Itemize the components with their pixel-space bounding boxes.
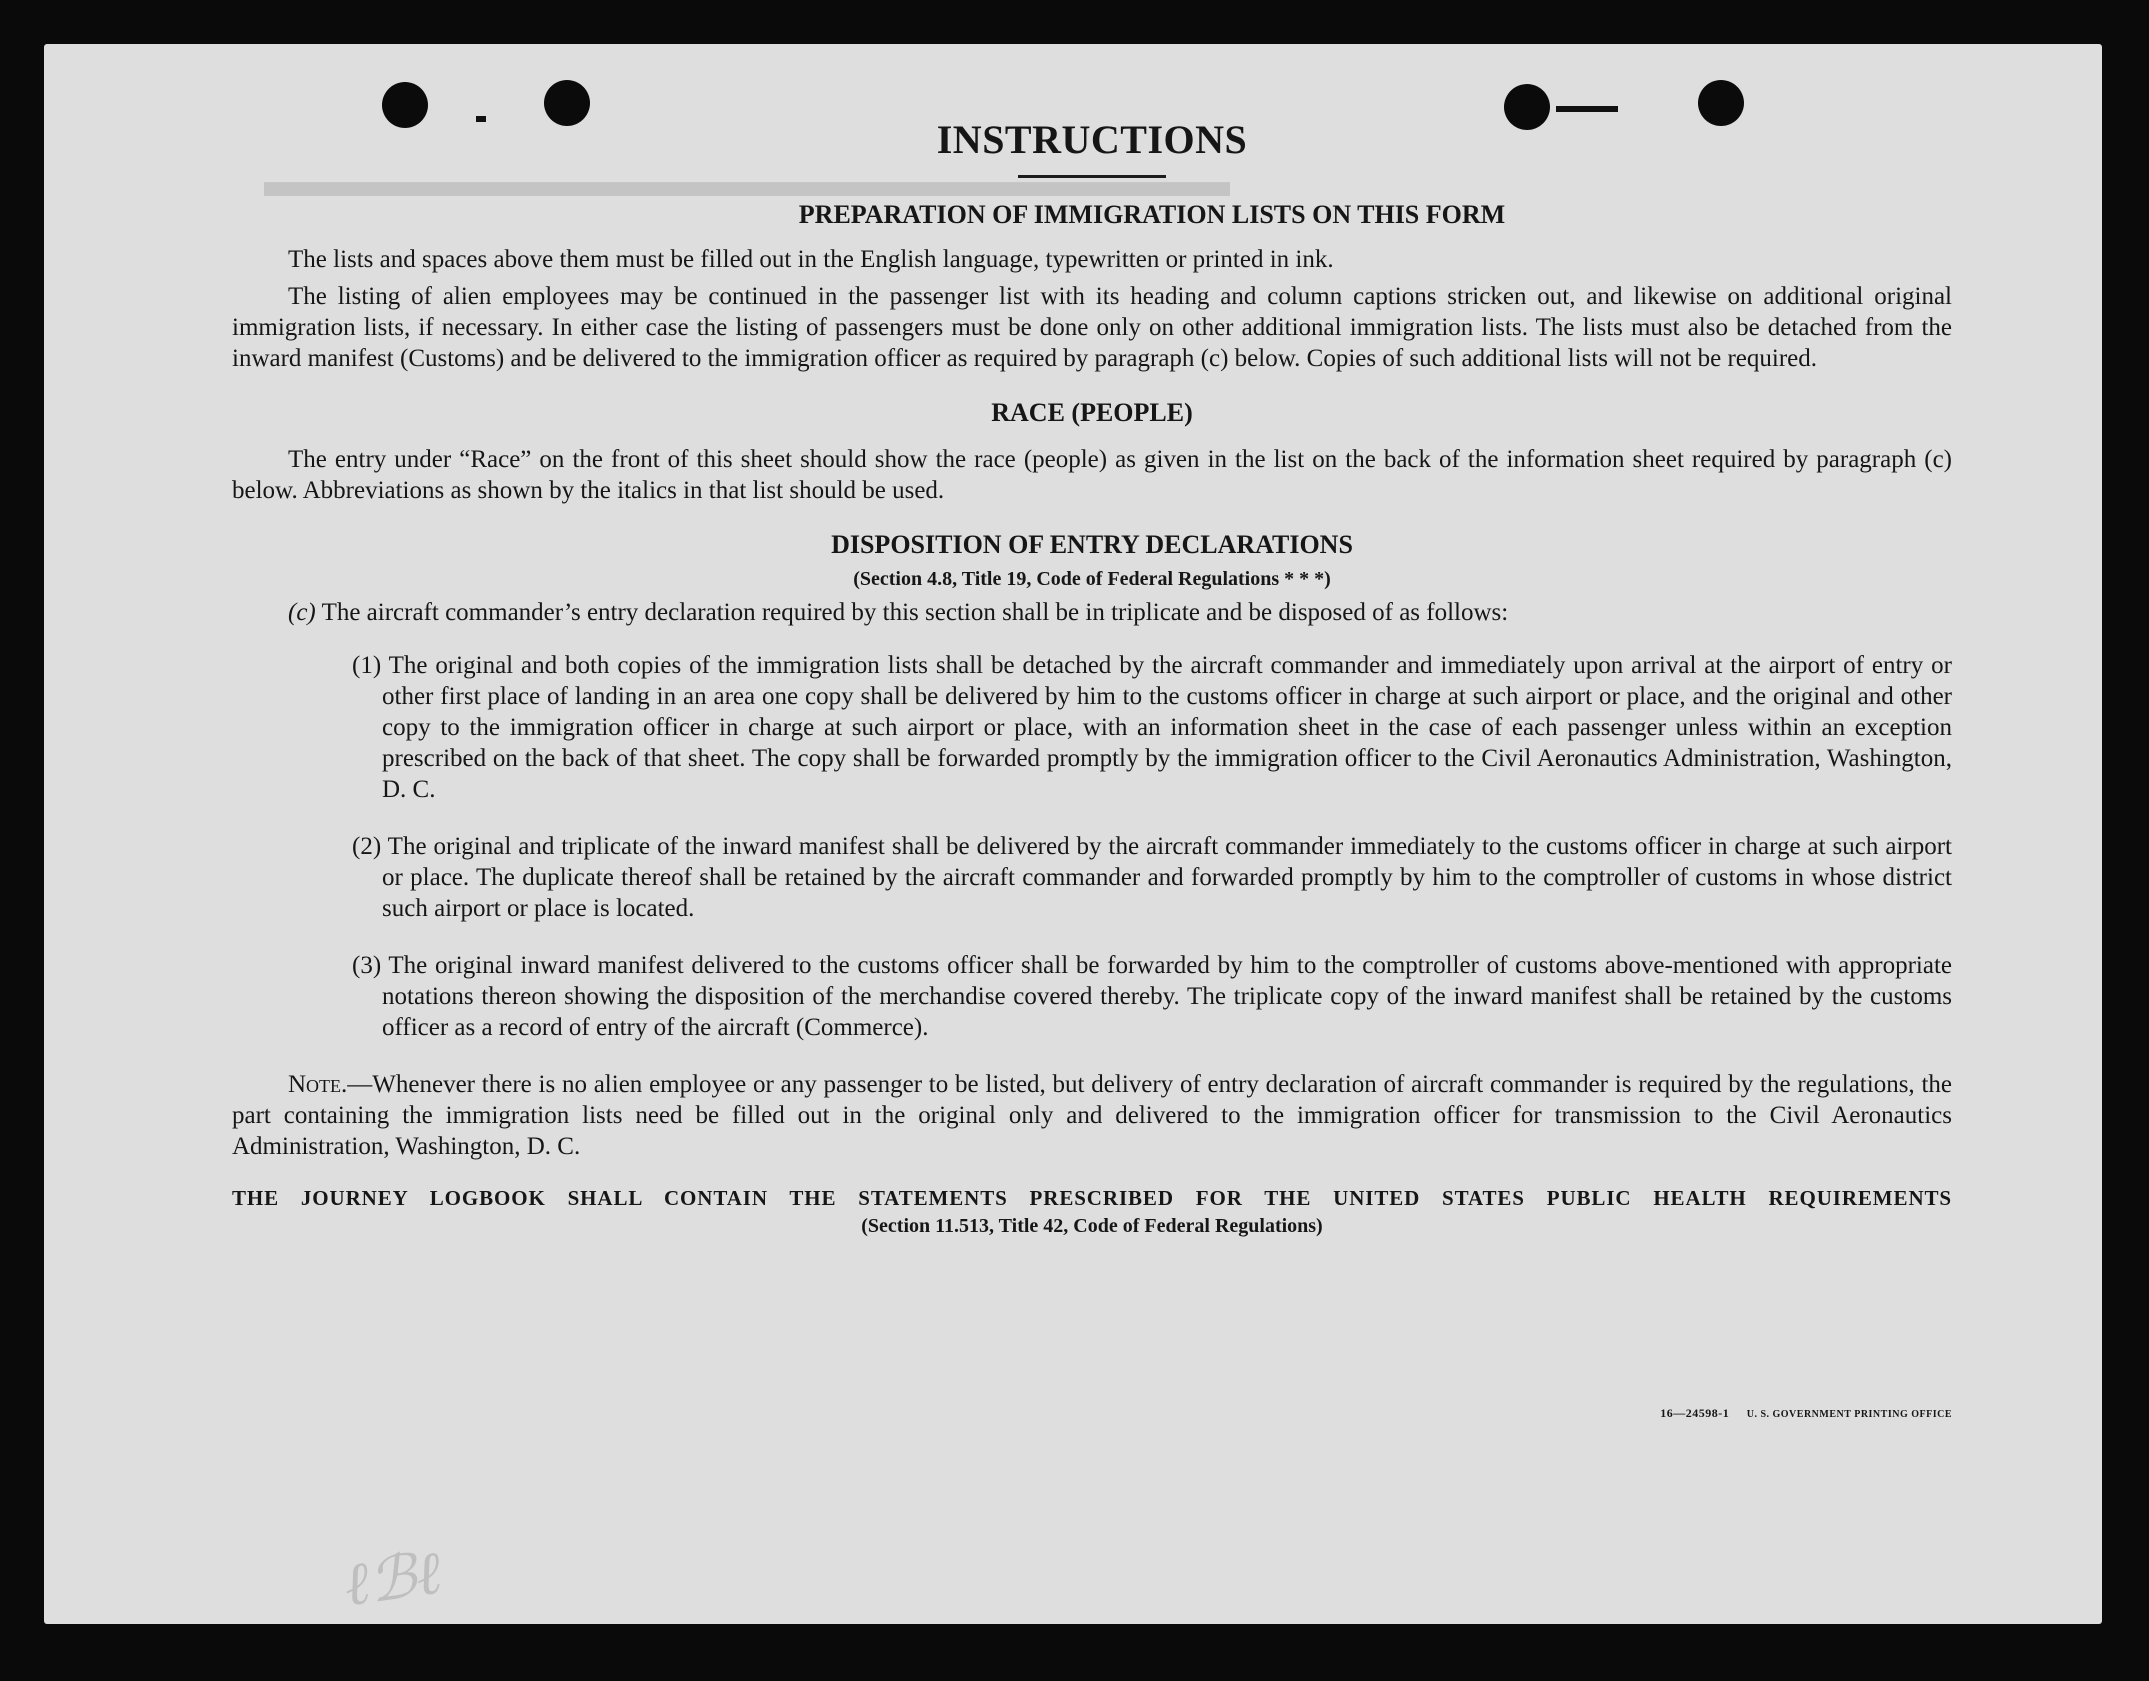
printer-credit: U. S. GOVERNMENT PRINTING OFFICE [1746, 1409, 1952, 1420]
section-heading-disposition: DISPOSITION OF ENTRY DECLARATIONS [831, 530, 1353, 559]
item-text: The original inward manifest delivered to the customs officer shall be forwarded by him to the comptroller of customs above-mentioned with appropriate notations thereon showing the disposition of the merchandise covered thereby. The triplicate copy of the inward manifest shall be retained by the customs officer as a record of entry of the aircraft (Commerce). [382, 952, 1952, 1041]
print-footer [1660, 1406, 1952, 1421]
disposition-intro-text: The aircraft commander’s entry declaration required by this section shall be in triplicate and be disposed of as follows: [321, 599, 1509, 626]
logbook-statement: THE JOURNEY LOGBOOK SHALL CONTAIN THE STATEMENTS PRESCRIBED FOR THE UNITED STATES PUBLIC HEALTH REQUIREMENTS [232, 1186, 1952, 1210]
disposition-item [352, 650, 1952, 805]
section-heading-race: RACE (PEOPLE) [991, 398, 1193, 427]
instructions-body [232, 116, 1952, 1420]
section-heading-preparation: PREPARATION OF IMMIGRATION LISTS ON THIS FORM [798, 200, 1506, 229]
disposition-item [352, 950, 1952, 1043]
disposition-intro [232, 597, 1952, 628]
prep-paragraph-2: The listing of alien employees may be continued in the passenger list with its heading and column captions stricken out, and likewise on additional original immigration lists, if necessary. In either case the listing of passengers must be done only on other additional immigration lists. The lists must also be detached from the inward manifest (Customs) and be delivered to the immigration officer as required by paragraph (c) below. Copies of such additional lists will not be required. [232, 283, 1952, 372]
item-text: The original and both copies of the immigration lists shall be detached by the aircraft commander and immediately upon arrival at the airport of entry or other first place of landing in an area one copy shall be delivered by him to the customs officer in charge at such airport or place, and the original and other copy to the immigration officer in charge at such airport or place, with an information sheet in the case of each passenger unless within an exception prescribed on the back of that sheet. The copy shall be forwarded promptly by the immigration officer to the Civil Aeronautics Administration, Washington, D. C. [382, 652, 1952, 803]
bleed-through: ▬▬▬▬▬▬▬▬▬▬▬▬▬▬▬▬▬▬▬▬▬ [264, 155, 1230, 206]
disposition-item [352, 831, 1952, 924]
faint-signature: ℓℬℓ [339, 1537, 446, 1621]
note-paragraph [232, 1069, 1952, 1162]
item-number: (2) [352, 833, 382, 860]
item-text: The original and triplicate of the inward manifest shall be delivered by the aircraft commander immediately to the customs officer in charge at such airport or place. The duplicate thereof shall be retained by the aircraft commander and forwarded promptly by him to the comptroller of customs in whose district such airport or place is located. [382, 833, 1952, 922]
item-number: (3) [352, 952, 382, 979]
section-subheading-disposition: (Section 4.8, Title 19, Code of Federal Regulations * * *) [853, 568, 1331, 590]
note-label: Note. [288, 1071, 348, 1098]
note-text: —Whenever there is no alien employee or any passenger to be listed, but delivery of entry declaration of aircraft commander is required by the regulations, the part containing the immigration lists need be filled out in the original only and delivered to the immigration officer for transmission to the Civil Aeronautics Administration, Washington, D. C. [232, 1071, 1952, 1160]
title-rule [1018, 175, 1166, 178]
punch-mark [1556, 106, 1618, 112]
prep-paragraph-1: The lists and spaces above them must be filled out in the English language, typewritten or printed in ink. [288, 246, 1334, 273]
race-paragraph: The entry under “Race” on the front of this sheet should show the race (people) as given in the list on the back of the information sheet required by paragraph (c) below. Abbreviations as shown by the italics in that list should be used. [232, 446, 1952, 504]
form-code: 16—24598-1 [1660, 1406, 1730, 1420]
item-number: (1) [352, 652, 382, 679]
page-title: INSTRUCTIONS [936, 117, 1248, 162]
logbook-citation: (Section 11.513, Title 42, Code of Federal Regulations) [861, 1215, 1323, 1237]
document-page [44, 44, 2102, 1624]
paragraph-label: (c) [288, 599, 316, 626]
